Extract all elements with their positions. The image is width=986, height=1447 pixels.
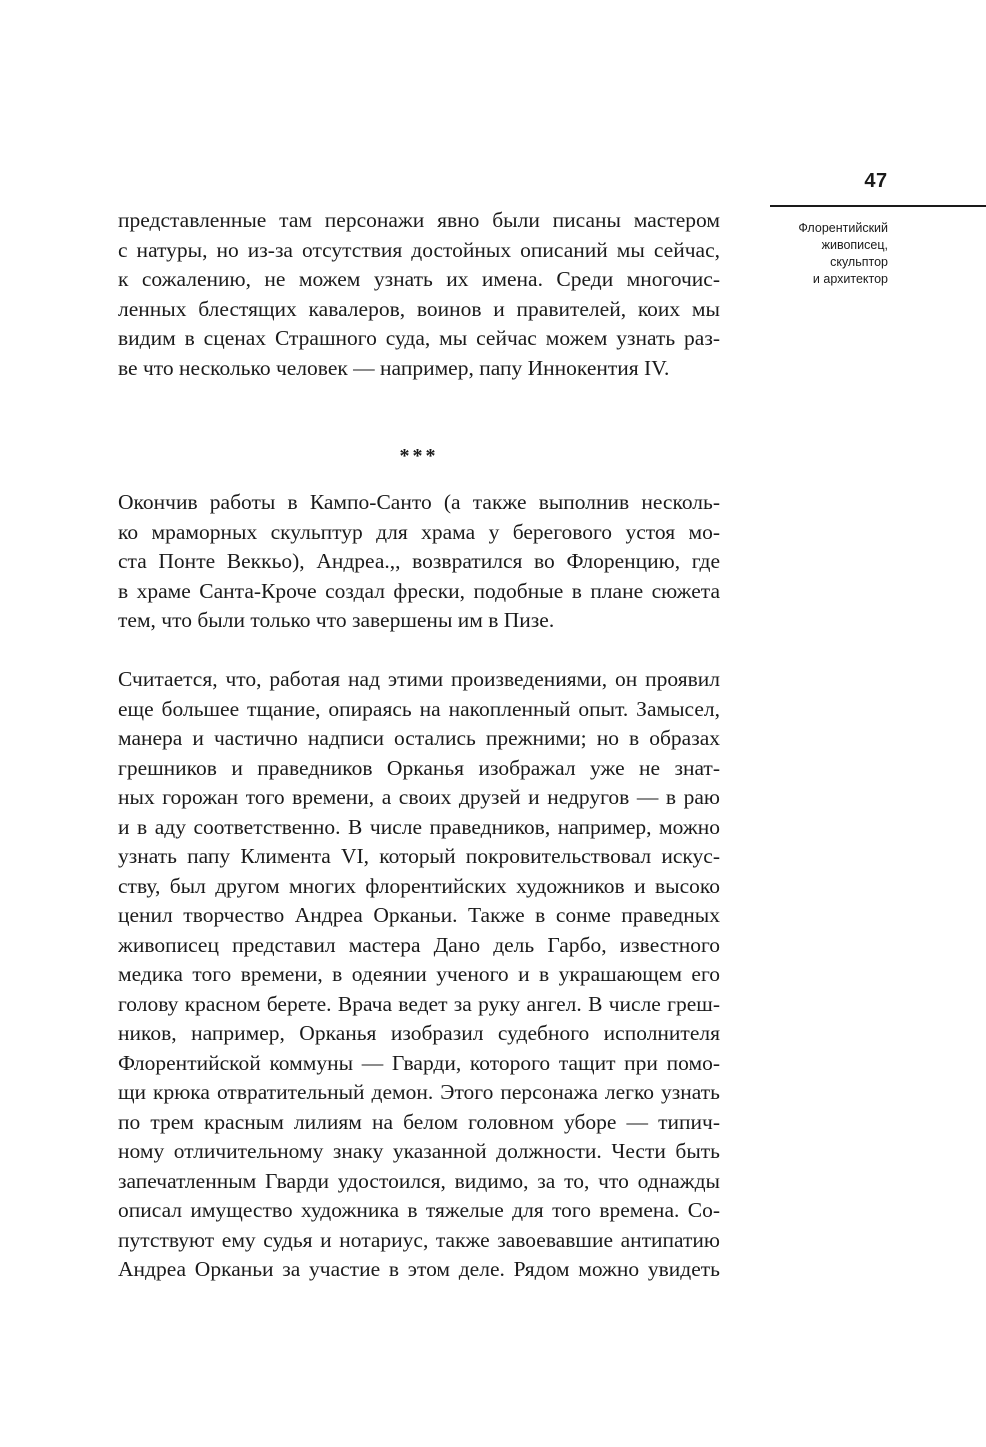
text-line: описал имущество художника в тяжелые для того времена. Со-	[118, 1198, 720, 1222]
section-separator: ***	[399, 445, 439, 467]
text-line: еще большее тщание, опираясь на накопленный опыт. Замысел,	[118, 696, 720, 721]
text-line: ному отличительному знаку указанной должности. Чести быть	[118, 1139, 720, 1163]
text-line: с натуры, но из-за отсутствия достойных описаний мы сейчас,	[118, 237, 720, 262]
text-line: запечатленным Гварди удостоился, видимо, за то, что однажды	[118, 1168, 720, 1193]
text-line: представленные там персонажи явно были писаны мастером	[118, 208, 720, 232]
text-line: голову красном берете. Врача ведет за руку ангел. В числе греш-	[118, 991, 720, 1016]
text-line: ко мраморных скульптур для храма у берегового устоя мо-	[118, 519, 720, 544]
text-line: ценил творчество Андреа Орканьи. Также в сонме праведных	[118, 903, 720, 927]
running-head-line: живописец,	[821, 238, 888, 252]
paragraph-3	[118, 665, 720, 1285]
text-line: Андреа Орканьи за участие в этом деле. Рядом можно увидеть	[118, 1257, 720, 1281]
text-line: узнать папу Климента VI, который покровительствовал искус-	[118, 844, 720, 868]
text-line: по трем красным лилиям на белом головном уборе — типич-	[118, 1109, 720, 1134]
text-line: ленных блестящих кавалеров, воинов и правителей, коих мы	[118, 296, 720, 321]
text-line: ве что несколько человек — например, папу Иннокентия IV.	[118, 355, 670, 380]
header-rule	[770, 205, 986, 207]
text-line: путствуют ему судья и нотариус, также завоевавшие антипатию	[118, 1227, 720, 1252]
text-line: ников, например, Орканья изобразил судебного исполнителя	[118, 1021, 720, 1045]
text-line: щи крюка отвратительный демон. Этого персонажа легко узнать	[118, 1080, 720, 1104]
text-line: тем, что были только что завершены им в Пизе.	[118, 608, 555, 632]
text-line: ству, был другом многих флорентийских художников и высоко	[118, 873, 720, 898]
text-line: грешников и праведников Орканья изображал уже не знат-	[118, 755, 720, 780]
text-line: ных горожан того времени, а своих друзей и недругов — в раю	[118, 785, 720, 809]
paragraph-1	[118, 206, 720, 383]
running-head	[740, 220, 888, 288]
paragraph-2	[118, 488, 720, 636]
text-line: Окончив работы в Кампо-Санто (а также выполнив несколь-	[118, 490, 720, 514]
running-head-line: и архитектор	[812, 272, 888, 286]
text-line: Считается, что, работая над этими произведениями, он проявил	[118, 667, 720, 691]
text-line: живописец представил мастера Дано дель Гарбо, известного	[118, 932, 720, 957]
text-line: медика того времени, в одеянии ученого и в украшающем его	[118, 962, 720, 986]
text-line: видим в сценах Страшного суда, мы сейчас можем узнать раз-	[118, 326, 720, 350]
text-line: ста Понте Веккьо), Андреа.,, возвратился во Флоренцию, где	[118, 549, 720, 573]
text-line: и в аду соответственно. В числе праведников, например, можно	[118, 814, 720, 839]
text-line: в храме Санта-Кроче создал фрески, подобные в плане сюжета	[118, 578, 720, 603]
text-line: манера и частично надписи остались прежними; но в образах	[118, 726, 720, 750]
running-head-line: Флорентийский	[798, 221, 888, 235]
page-number: 47	[864, 170, 888, 192]
text-line: Флорентийской коммуны — Гварди, которого тащит при помо-	[118, 1050, 720, 1075]
running-head-line: скульптор	[830, 255, 888, 269]
text-line: к сожалению, не можем узнать их имена. Среди многочис-	[118, 267, 720, 291]
